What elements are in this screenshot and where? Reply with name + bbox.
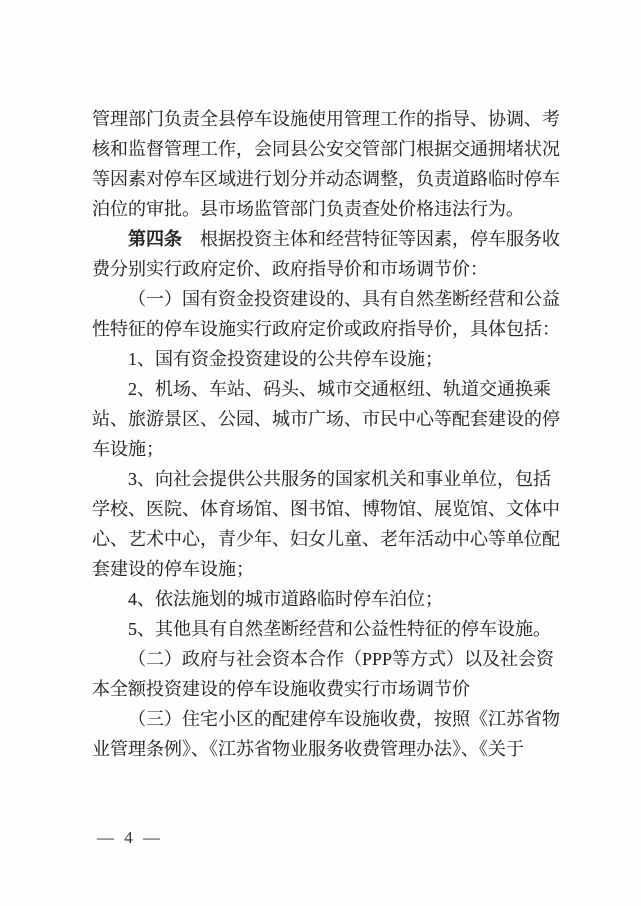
text-line: 管理部门负责全县停车设施使用管理工作的指导、协调、考	[92, 109, 560, 129]
text-line: 套建设的停车设施；	[92, 559, 254, 579]
text-line: （二）政府与社会资本合作（PPP等方式）以及社会资	[128, 649, 555, 669]
text-line: 3、向社会提供公共服务的国家机关和事业单位，包括	[128, 469, 551, 489]
text-line: 核和监督管理工作，会同县公安交管部门根据交通拥堵状况	[92, 139, 560, 159]
text-line: 第四条 根据投资主体和经营特征等因素，停车服务收	[128, 229, 560, 249]
document-body	[92, 104, 562, 764]
text-line: （一）国有资金投资建设的、具有自然垄断经营和公益	[128, 289, 560, 309]
text-line: 性特征的停车设施实行政府定价或政府指导价，具体包括：	[92, 319, 560, 339]
text-line: 1、国有资金投资建设的公共停车设施；	[128, 349, 443, 369]
text-line: 站、旅游景区、公园、城市广场、市民中心等配套建设的停	[92, 409, 560, 429]
page-number: — 4 —	[97, 828, 163, 847]
text-line: （三）住宅小区的配建停车设施收费，按照《江苏省物	[128, 709, 560, 729]
text-line: 学校、医院、体育场馆、图书馆、博物馆、展览馆、文体中	[92, 499, 560, 519]
text-line: 车设施；	[92, 439, 164, 459]
text-line: 2、机场、车站、码头、城市交通枢纽、轨道交通换乘	[128, 379, 551, 399]
text-line: 心、艺术中心，青少年、妇女儿童、老年活动中心等单位配	[92, 529, 560, 549]
text-line: 业管理条例》、《江苏省物业服务收费管理办法》、《关于	[92, 739, 524, 759]
text-line: 泊位的审批。县市场监管部门负责查处价格违法行为。	[92, 199, 524, 219]
text-line: 5、其他具有自然垄断经营和公益性特征的停车设施。	[128, 619, 551, 639]
text-line: 4、依法施划的城市道路临时停车泊位；	[128, 589, 443, 609]
text-line: 费分别实行政府定价、政府指导价和市场调节价：	[92, 259, 488, 279]
text-line: 等因素对停车区域进行划分并动态调整，负责道路临时停车	[92, 169, 560, 189]
text-line: 本全额投资建设的停车设施收费实行市场调节价	[92, 679, 470, 699]
